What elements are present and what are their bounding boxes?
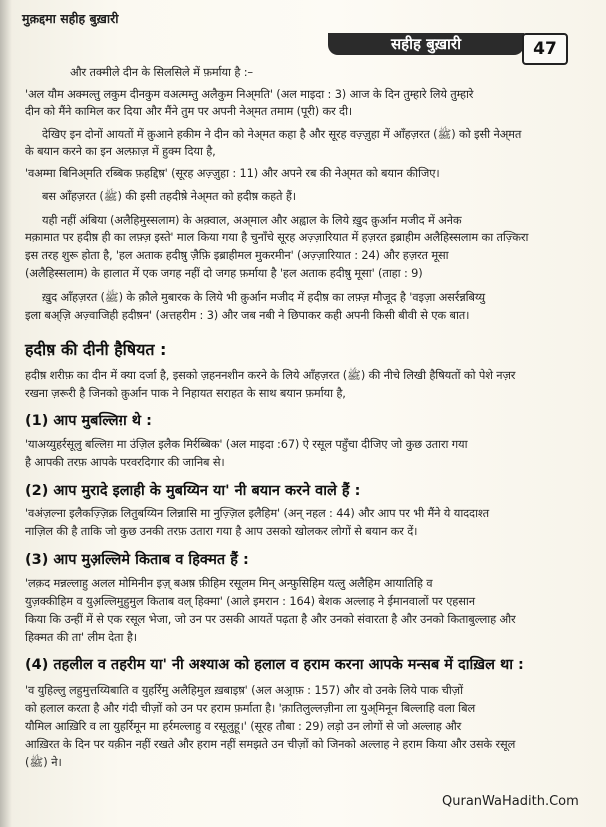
site-watermark: QuranWaHadith.Com bbox=[442, 794, 579, 809]
text-line: युज़क्कीहिम व युअ़ल्लिमुहुमुल किताब वल् हिक्मा' (आले इमरान : 164) बेशक अल्लाह ने ईमानवालों पर एहसान bbox=[25, 594, 475, 608]
text-line: इस तरह शुरू होता है, 'हल अताक हदीष़ु ज़ैफ़ि इब्राहीमल मुकरमीन' (अज़्ज़ारियात : 24) और हज़रत मूसा bbox=[25, 248, 449, 262]
text-line: है आपकी तरफ़ आपके परवरदिगार की जानिब से। bbox=[25, 455, 225, 469]
subsection-heading-1: (1) आप मुबल्लिग़ थे : bbox=[25, 413, 152, 429]
text-line: और तक्मीले दीन के सिलसिले में फ़र्माया है :– bbox=[70, 65, 253, 79]
text-line: 'व युहिल्लु लहुमुत्तय्यिबाति व युहर्रिमु अलैहिमुल ख़बाइष़' (अल अअ्राफ़ : 157) और वो उनके लिये पाक चीज़ों bbox=[25, 683, 463, 697]
text-line: (ﷺ) ने। bbox=[25, 755, 62, 769]
text-line: को हलाल करता है और गंदी चीज़ों को उन पर हराम फ़र्माता है। 'क़ातिलुल्लज़ीना ला युअ्मिनून बिल्लाहि वला बिल bbox=[25, 701, 476, 715]
banner-title: सहीह बुख़ारी bbox=[391, 35, 461, 53]
text-line: 'वअम्मा बिनिअ्मति रब्बिक फ़हद्दिष़' (सूरह अज़्ज़ुहा : 11) और अपने रब की नेअ्मत को बयान कीजिए। bbox=[25, 166, 440, 180]
text-line: रखना ज़रूरी है जिनको क़ुर्आन पाक ने निहायत सराहत के साथ बयान फ़र्माया है, bbox=[25, 386, 346, 400]
text-line: 'अल यौम अक्मल्तु लकुम दीनकुम वअत्मम्तु अलैकुम निअ्मति' (अल माइदा : 3) आज के दिन तुम्हारे लिये तुम्हारे bbox=[25, 87, 474, 101]
subsection-heading-3: (3) आप मुअ़ल्लिमे किताब व हिक्मत हैं : bbox=[25, 552, 249, 568]
text-line: (अलैहिस्सलाम) के हालात में एक जगह नहीं दो जगह फ़र्माया है 'हल अताक हदीष़ु मूसा' (ताहा : 9) bbox=[25, 266, 423, 280]
text-line: किया कि उन्हीं में से एक रसूल भेजा, जो उन पर उसकी आयतें पढ़ता है और उनको संवारता है और उनको किताबुल्लाह और bbox=[25, 612, 516, 626]
text-line: 'वअंज़ल्ना इलैकज़्ज़िक्र लितुबय्यिन लिन्नासि मा नुज़्ज़िल इलैहिम' (अन् नहल : 44) और आप पर भी मैंने ये याददाश्त bbox=[25, 506, 489, 520]
text-line: आख़िरत के दिन पर यक़ीन नहीं रखते और हराम नहीं समझते उन चीज़ों को जिनको अल्लाह ने हराम किया और उसके रसूल bbox=[25, 737, 516, 751]
text-line: बस आँहज़रत (ﷺ) की इसी तहदीष़े नेअ्मत को हदीष़ कहते हैं। bbox=[42, 189, 296, 203]
text-line: नाज़िल की है ताकि जो कुछ उनकी तरफ़ उतारा गया है आप उसको खोलकर लोगों से बयान कर दें। bbox=[25, 524, 418, 538]
section-heading: हदीष़ की दीनी हैषियत : bbox=[25, 340, 167, 359]
text-line: यही नहीं अंबिया (अलैहिमुस्सलाम) के अक़्वाल, अअ्माल और अह्वाल के लिये ख़ुद क़ुर्आन मजीद में अनेक bbox=[42, 213, 462, 227]
subsection-heading-2: (2) आप मुरादे इलाही के मुबय्यिन या' नी बयान करने वाले हैं : bbox=[25, 483, 361, 499]
text-line: मक़ामात पर हदीष़ ही का लफ़्ज़ इस्ते' माल किया गया है चुनाँचे सूरह अज़्ज़ारियात में हज़रत इब्राहीम अलैहिस्सलाम का तज़्किरा bbox=[25, 230, 529, 244]
text-line: के बयान करने का इन अल्फ़ाज़ में हुक्म दिया है, bbox=[25, 144, 216, 158]
subsection-heading-4: (4) तहलील व तहरीम या' नी अश्याअ को हलाल व हराम करना आपके मन्सब में दाख़िल था : bbox=[25, 657, 524, 673]
text-line: ख़ुद आँहज़रत (ﷺ) के क़ौले मुबारक के लिये भी क़ुर्आन मजीद में हदीष़ का लफ़्ज़ मौजूद है 'वइज़ा असर्रन्नबिय्यु bbox=[42, 290, 485, 304]
text-line: देखिए इन दोनों आयतों में क़ुआने हकीम ने दीन को नेअ्मत कहा है और सूरह वज़्ज़ुहा में आँहज़रत (ﷺ) को इसी नेअ्मत bbox=[42, 127, 522, 141]
text-line: हिक्मत की ता' लीम देता है। bbox=[25, 630, 137, 644]
text-line: 'याअय्युहर्रसूलु बल्लिग़ मा उंज़िल इलैक मिर्रब्बिक' (अल माइदा :67) ऐ रसूल पहुँचा दीजिए जो कुछ उतारा गया bbox=[25, 437, 468, 451]
text-line: इला बअ्ज़ि अज़्वाजिही हदीष़न' (अत्तहरीम : 3) और जब नबी ने छिपाकर कही अपनी किसी बीवी से एक बात। bbox=[25, 308, 470, 322]
text-line: हदीष़ शरीफ़ का दीन में क्या दर्जा है, इसको ज़हननशीन करने के लिये आँहज़रत (ﷺ) की नीचे लिखी हैषियतों को पेशे नज़र bbox=[25, 368, 516, 382]
running-header: मुक़द्दमा सहीह बुख़ारी bbox=[22, 11, 119, 26]
page-number: 47 bbox=[522, 33, 568, 65]
text-line: दीन को मैंने कामिल कर दिया और मैंने तुम पर अपनी नेअ्मत तमाम (पूरी) कर दी। bbox=[25, 104, 353, 118]
text-line: यौमिल आख़िरि व ला युहर्रिमून मा हर्रमल्लाहु व रसूलुहू।' (सूरह तौबा : 29) लड़ो उन लोगों से जो अल्लाह और bbox=[25, 719, 462, 733]
text-line: 'लक़द मन्नल्लाहु अलल मोमिनीन इज़् बअष़ फ़ीहिम रसूलम मिन् अन्फ़ुसिहिम यत्लु अलैहिम आयातिहि व bbox=[25, 576, 433, 590]
title-banner bbox=[328, 33, 524, 55]
